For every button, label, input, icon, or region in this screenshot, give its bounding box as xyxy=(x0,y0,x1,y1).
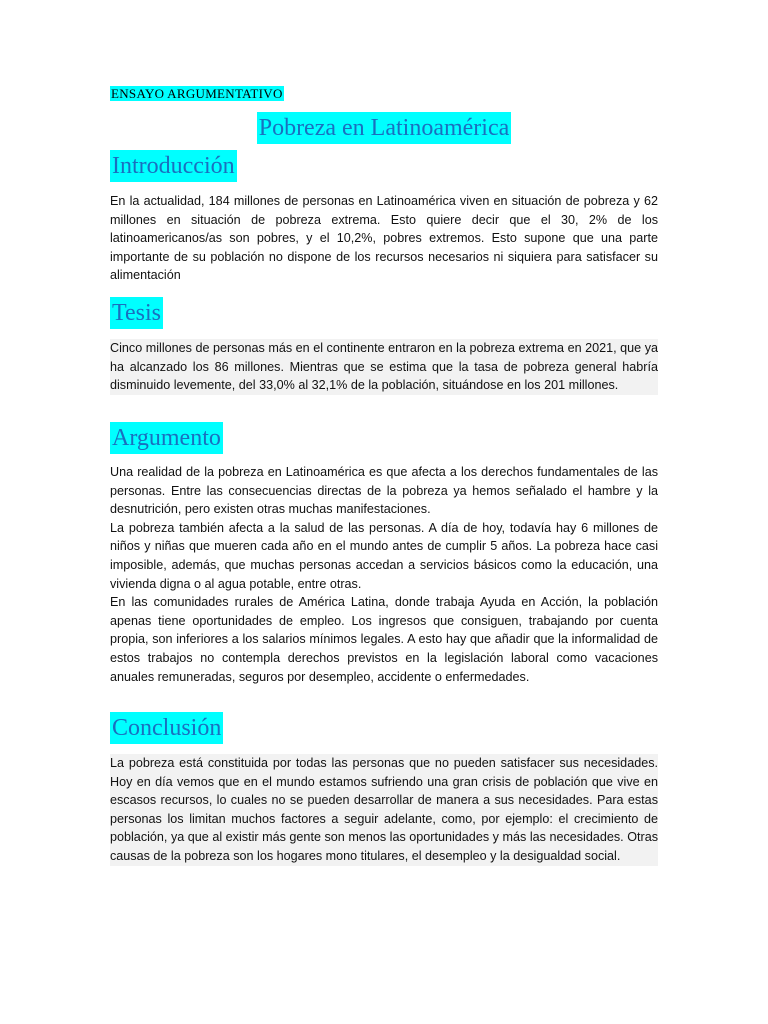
heading-introduccion: Introducción xyxy=(110,150,237,182)
paragraph-text: Cinco millones de personas más en el continente entraron en la pobreza extrema en 2021, que ya ha alcanzado los 86 millones. Mientras que se estima que la tasa de pobreza general habría disminuido levemente, del 33,0% al 32,1% de la población, situándose en los 201 millones. xyxy=(110,341,658,393)
paragraph-text: La pobreza está constituida por todas las personas que no pueden satisfacer sus necesidades. Hoy en día vemos que en el mundo estamos sufriendo una gran crisis de población que vive en escasos recursos, lo cuales no se pueden desarrollar de manera a sus necesidades. Para estas personas los limitan muchos factores a seguir adelante, como, por ejemplo: el crecimiento de población, ya que al existir más gente son menos las oportunidades y más las necesidades. Otras causas de la pobreza son los hogares mono titulares, el desempleo y la desigualdad social. xyxy=(110,756,658,863)
paragraph-text: En la actualidad, 184 millones de personas en Latinoamérica viven en situación de pobreza y 62 millones en situación de pobreza extrema. Esto quiere decir que el 30, 2% de los latinoamericanos/as son pobres, y el 10,2%, pobres extremos. Esto supone que una parte importante de su población no dispone de los recursos necesarios ni siquiera para satisfacer su alimentación xyxy=(110,194,658,283)
argumento-paragraph-3: En las comunidades rurales de América Latina, donde trabaja Ayuda en Acción, la población apenas tiene oportunidades de empleo. Los ingresos que consiguen, trabajando por cuenta propia, son inferiores a los salarios mínimos legales. A esto hay que añadir que la informalidad de estos trabajos no contempla derechos previstos en la legislación laboral como vacaciones anuales remuneradas, seguros por desempleo, accidente o enfermedades. xyxy=(110,595,658,684)
heading-conclusion: Conclusión xyxy=(110,712,223,744)
document-title: Pobreza en Latinoamérica xyxy=(257,112,512,144)
argumento-paragraph-2: La pobreza también afecta a la salud de las personas. A día de hoy, todavía hay 6 millones de niños y niñas que mueren cada año en el mundo antes de cumplir 5 años. La pobreza hace casi imposible, además, que muchas personas accedan a servicios básicos como la educación, una vivienda digna o al agua potable, entre otras. xyxy=(110,520,658,591)
paragraph-conclusion xyxy=(110,754,658,866)
document-type-label: ENSAYO ARGUMENTATIVO xyxy=(111,86,283,101)
argumento-paragraph-1: Una realidad de la pobreza en Latinoamérica es que afecta a los derechos fundamentales de las personas. Entre las consecuencias directas de la pobreza ya hemos señalado el hambre y la desnutrición, pero existen otras muchas manifestaciones. xyxy=(110,465,658,517)
title-container xyxy=(0,112,768,144)
paragraph-introduccion xyxy=(110,192,658,285)
heading-tesis: Tesis xyxy=(110,297,163,329)
paragraph-tesis xyxy=(110,339,658,395)
paragraph-argumento xyxy=(110,463,658,686)
heading-argumento: Argumento xyxy=(110,422,223,454)
